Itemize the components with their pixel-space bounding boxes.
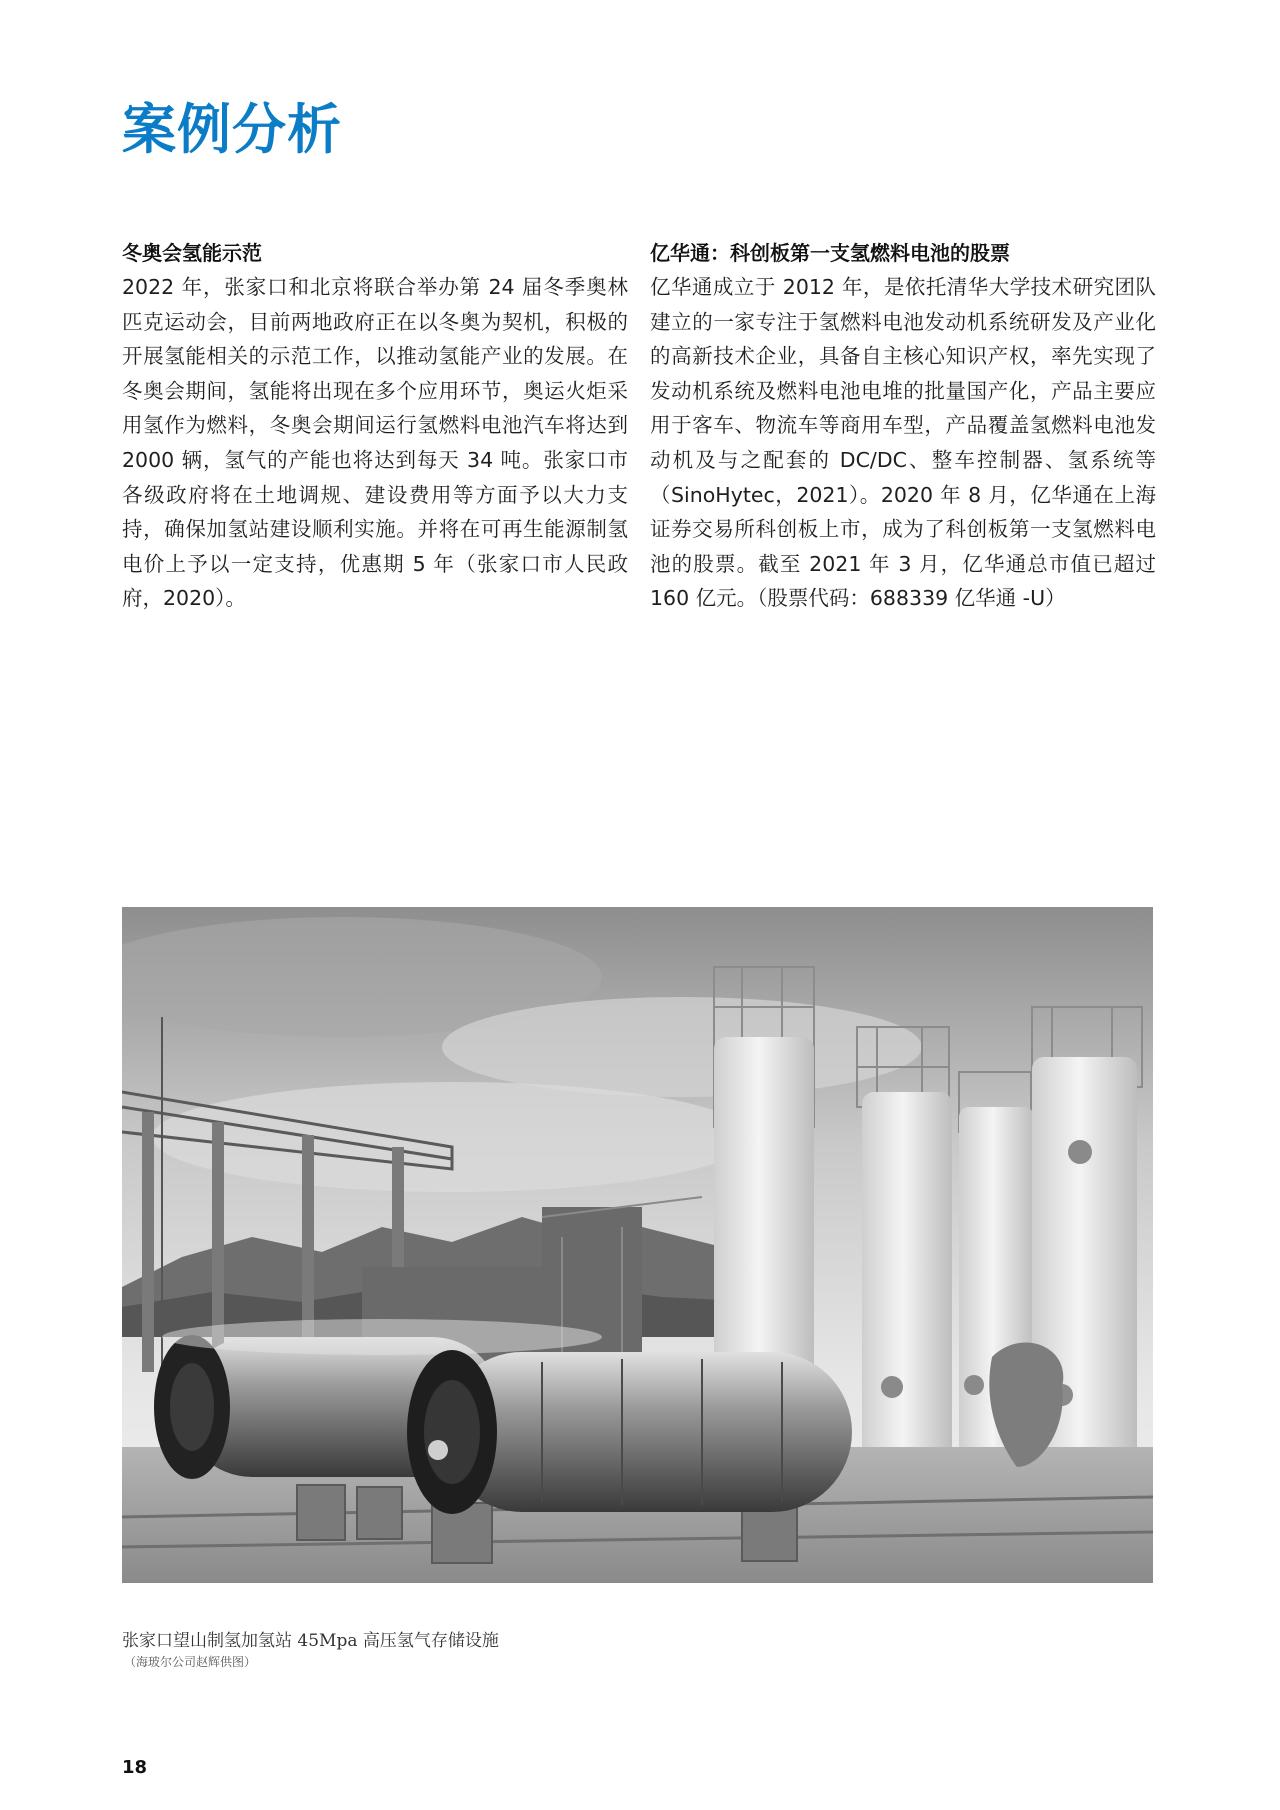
section-body-winter-olympics: 2022 年，张家口和北京将联合举办第 24 届冬季奥林匹克运动会，目前两地政府正在以冬奥为契机，积极的开展氢能相关的示范工作，以推动氢能产业的发展。在冬奥会期间，氢能将出现在多个应用环节，奥运火炬采用氢作为燃料，冬奥会期间运行氢燃料电池汽车将达到 2000 辆，氢气的产能也将达到每天 34 吨。张家口市各级政府将在土地调规、建设费用等方面予以大力支持，确保加氢站建设顺利实施。并将在可再生能源制氢电价上予以一定支持，优惠期 5 年（张家口市人民政府，2020）。 — [122, 275, 628, 611]
hydrogen-storage-photo — [122, 907, 1153, 1583]
photo-caption: 张家口望山制氢加氢站 45Mpa 高压氢气存储设施 — [122, 1631, 499, 1651]
section-body-sinohytec: 亿华通成立于 2012 年，是依托清华大学技术研究团队建立的一家专注于氢燃料电池发动机系统研发及产业化的高新技术企业，具备自主核心知识产权，率先实现了发动机系统及燃料电池电堆的批量国产化，产品主要应用于客车、物流车等商用车型，产品覆盖氢燃料电池发动机及与之配套的 DC/DC、整车控制器、氢系统等（SinoHytec，2021）。2020 年 8 月，亿华通在上海证券交易所科创板上市，成为了科创板第一支氢燃料电池的股票。截至 2021 年 3 月，亿华通总市值已超过 160 亿元。（股票代码：688339 亿华通 -U） — [650, 275, 1156, 611]
photo-illustration — [122, 907, 1153, 1583]
case-winter-olympics — [122, 236, 628, 616]
case-sinohytec — [650, 236, 1156, 616]
page-number: 18 — [122, 1757, 148, 1778]
section-heading-winter-olympics: 冬奥会氢能示范 — [122, 241, 262, 265]
page-title: 案例分析 — [122, 98, 342, 161]
photo-credit: （海玻尔公司赵辉供图） — [124, 1655, 257, 1669]
section-heading-sinohytec: 亿华通：科创板第一支氢燃料电池的股票 — [650, 241, 1010, 265]
